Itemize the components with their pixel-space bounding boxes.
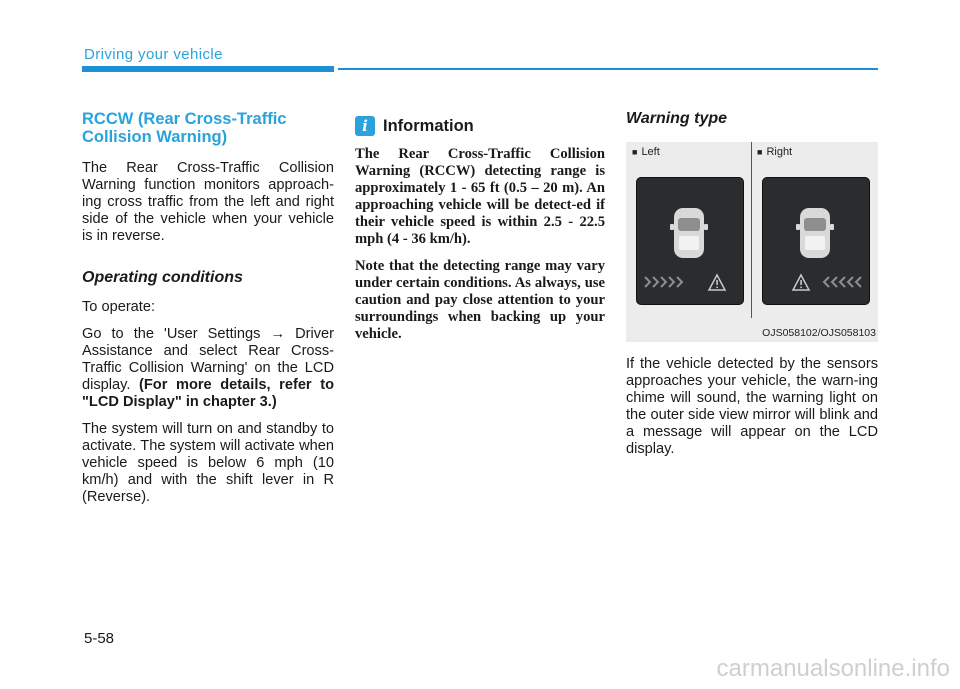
info-icon: i — [355, 116, 375, 136]
go-to-text — [82, 326, 334, 411]
warning-figure — [626, 142, 878, 342]
left-panel-graphic — [637, 178, 743, 304]
figure-divider — [751, 142, 752, 318]
left-warning-panel — [636, 177, 744, 305]
header-rule-dark — [82, 66, 334, 72]
right-panel-graphic — [763, 178, 869, 304]
square-bullet-icon: ■ — [757, 147, 763, 157]
column-information — [355, 110, 605, 353]
information-label: Information — [383, 116, 474, 135]
to-operate-text: To operate: — [82, 299, 156, 315]
figure-label-left: ■ Left — [632, 146, 660, 158]
information-header — [355, 116, 605, 136]
header-title: Driving your vehicle — [84, 46, 223, 63]
warning-type-title: Warning type — [626, 110, 728, 127]
chevrons-left-icon — [824, 277, 861, 287]
section-title-rccw: RCCW (Rear Cross-Traffic Collision Warning) — [82, 110, 287, 146]
page-number: 5-58 — [84, 630, 115, 647]
rccw-intro: The Rear Cross-Traffic Collision Warning function monitors approach-ing cross traffic from the left and right side of the vehicle when your vehicle is in reverse. — [82, 160, 334, 244]
car-top-view-icon — [796, 208, 834, 258]
operating-conditions-title: Operating conditions — [82, 269, 243, 286]
standby-text: The system will turn on and standby to activate. The system will activate when vehicle speed is below 6 mph (10 km/h) and with the shift lever in R (Reverse). — [82, 421, 334, 505]
figure-label-right: ■ Right — [757, 146, 793, 158]
figure-caption: OJS058102/OJS058103 — [762, 327, 876, 339]
watermark: carmanualsonline.info — [716, 655, 950, 682]
go-to-reference: (For more details, refer to "LCD Display" in chapter 3.) — [82, 377, 334, 410]
warning-triangle-icon — [793, 275, 809, 290]
warning-triangle-icon — [709, 275, 725, 290]
go-to-instruction: Go to the 'User Settings → Driver Assistance and select Rear Cross-Traffic Collision Warning' on the LCD display. — [82, 326, 334, 393]
information-range-text: The Rear Cross-Traffic Collision Warning (RCCW) detecting range is approximately 1 - 65 ft (0.5 – 20 m). An approaching vehicle will be detect-ed if their vehicle speed is within 2.5 - 22.5 mph (4 - 36 km/h). — [355, 146, 605, 247]
right-warning-panel — [762, 177, 870, 305]
square-bullet-icon: ■ — [632, 147, 638, 157]
information-note-text: Note that the detecting range may vary under certain conditions. As always, use caution and pay close attention to your surroundings when backing up your vehicle. — [355, 258, 605, 342]
car-top-view-icon — [670, 208, 708, 258]
warning-description: If the vehicle detected by the sensors approaches your vehicle, the warn-ing chime will sound, the warning light on the outer side view mirror will blink and a message will appear on the LCD display. — [626, 356, 878, 457]
column-rccw — [82, 110, 334, 516]
column-warning-type — [626, 110, 878, 468]
chevrons-right-icon — [645, 277, 682, 287]
header-rule-light — [338, 68, 878, 70]
